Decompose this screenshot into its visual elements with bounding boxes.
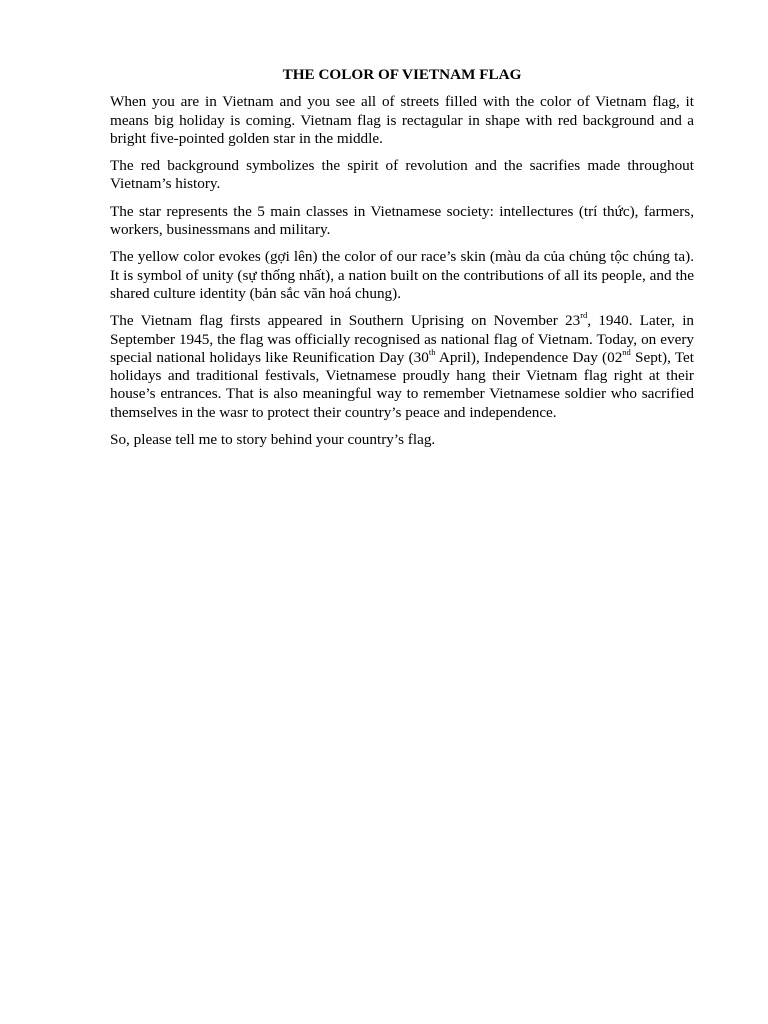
document-title: THE COLOR OF VIETNAM FLAG (282, 66, 522, 83)
history-text-part-2: , 1940. Later, in September 1945, the flag was officially recognised as national flag of Vietnam. Today, on every special national holidays like Reunification Day (30 (110, 312, 695, 366)
paragraph-intro: When you are in Vietnam and you see all of streets filled with the color of Vietnam flag, it means big holiday is coming. Vietnam flag is rectagular in shape with red background and a bright five-pointed golden star in the middle. (110, 93, 694, 147)
ordinal-suffix-th: th (428, 346, 436, 357)
history-text-part-1: The Vietnam flag firsts appeared in Southern Uprising on November 23 (110, 312, 581, 330)
paragraph-history (110, 312, 694, 422)
history-text-part-4: Sept), Tet holidays and traditional festivals, Vietnamese proudly hang their Vietnam flag right at their house’s entrances. That is also meaningful way to remember Vietnamese soldier who sacrified themselves in the wasr to protect their country’s peace and independence. (110, 348, 694, 421)
paragraph-closing: So, please tell me to story behind your country’s flag. (110, 431, 436, 449)
ordinal-suffix-nd: nd (622, 346, 631, 357)
paragraph-star: The star represents the 5 main classes in Vietnamese society: intellectures (trí thức), farmers, workers, businessmans and military. (110, 202, 694, 239)
ordinal-suffix-rd: rd (580, 310, 588, 321)
paragraph-red-background: The red background symbolizes the spirit of revolution and the sacrifies made throughout Vietnam’s history. (110, 157, 694, 193)
document-body (110, 66, 694, 458)
paragraph-yellow-color: The yellow color evokes (gợi lên) the color of our race’s skin (màu da của chủng tộc chúng ta). It is symbol of unity (sự thống nhất), a nation built on the contributions of all its people, and the shared culture identity (bản sắc văn hoá chung). (110, 248, 694, 302)
history-text-part-3: April), Independence Day (02 (435, 348, 623, 366)
